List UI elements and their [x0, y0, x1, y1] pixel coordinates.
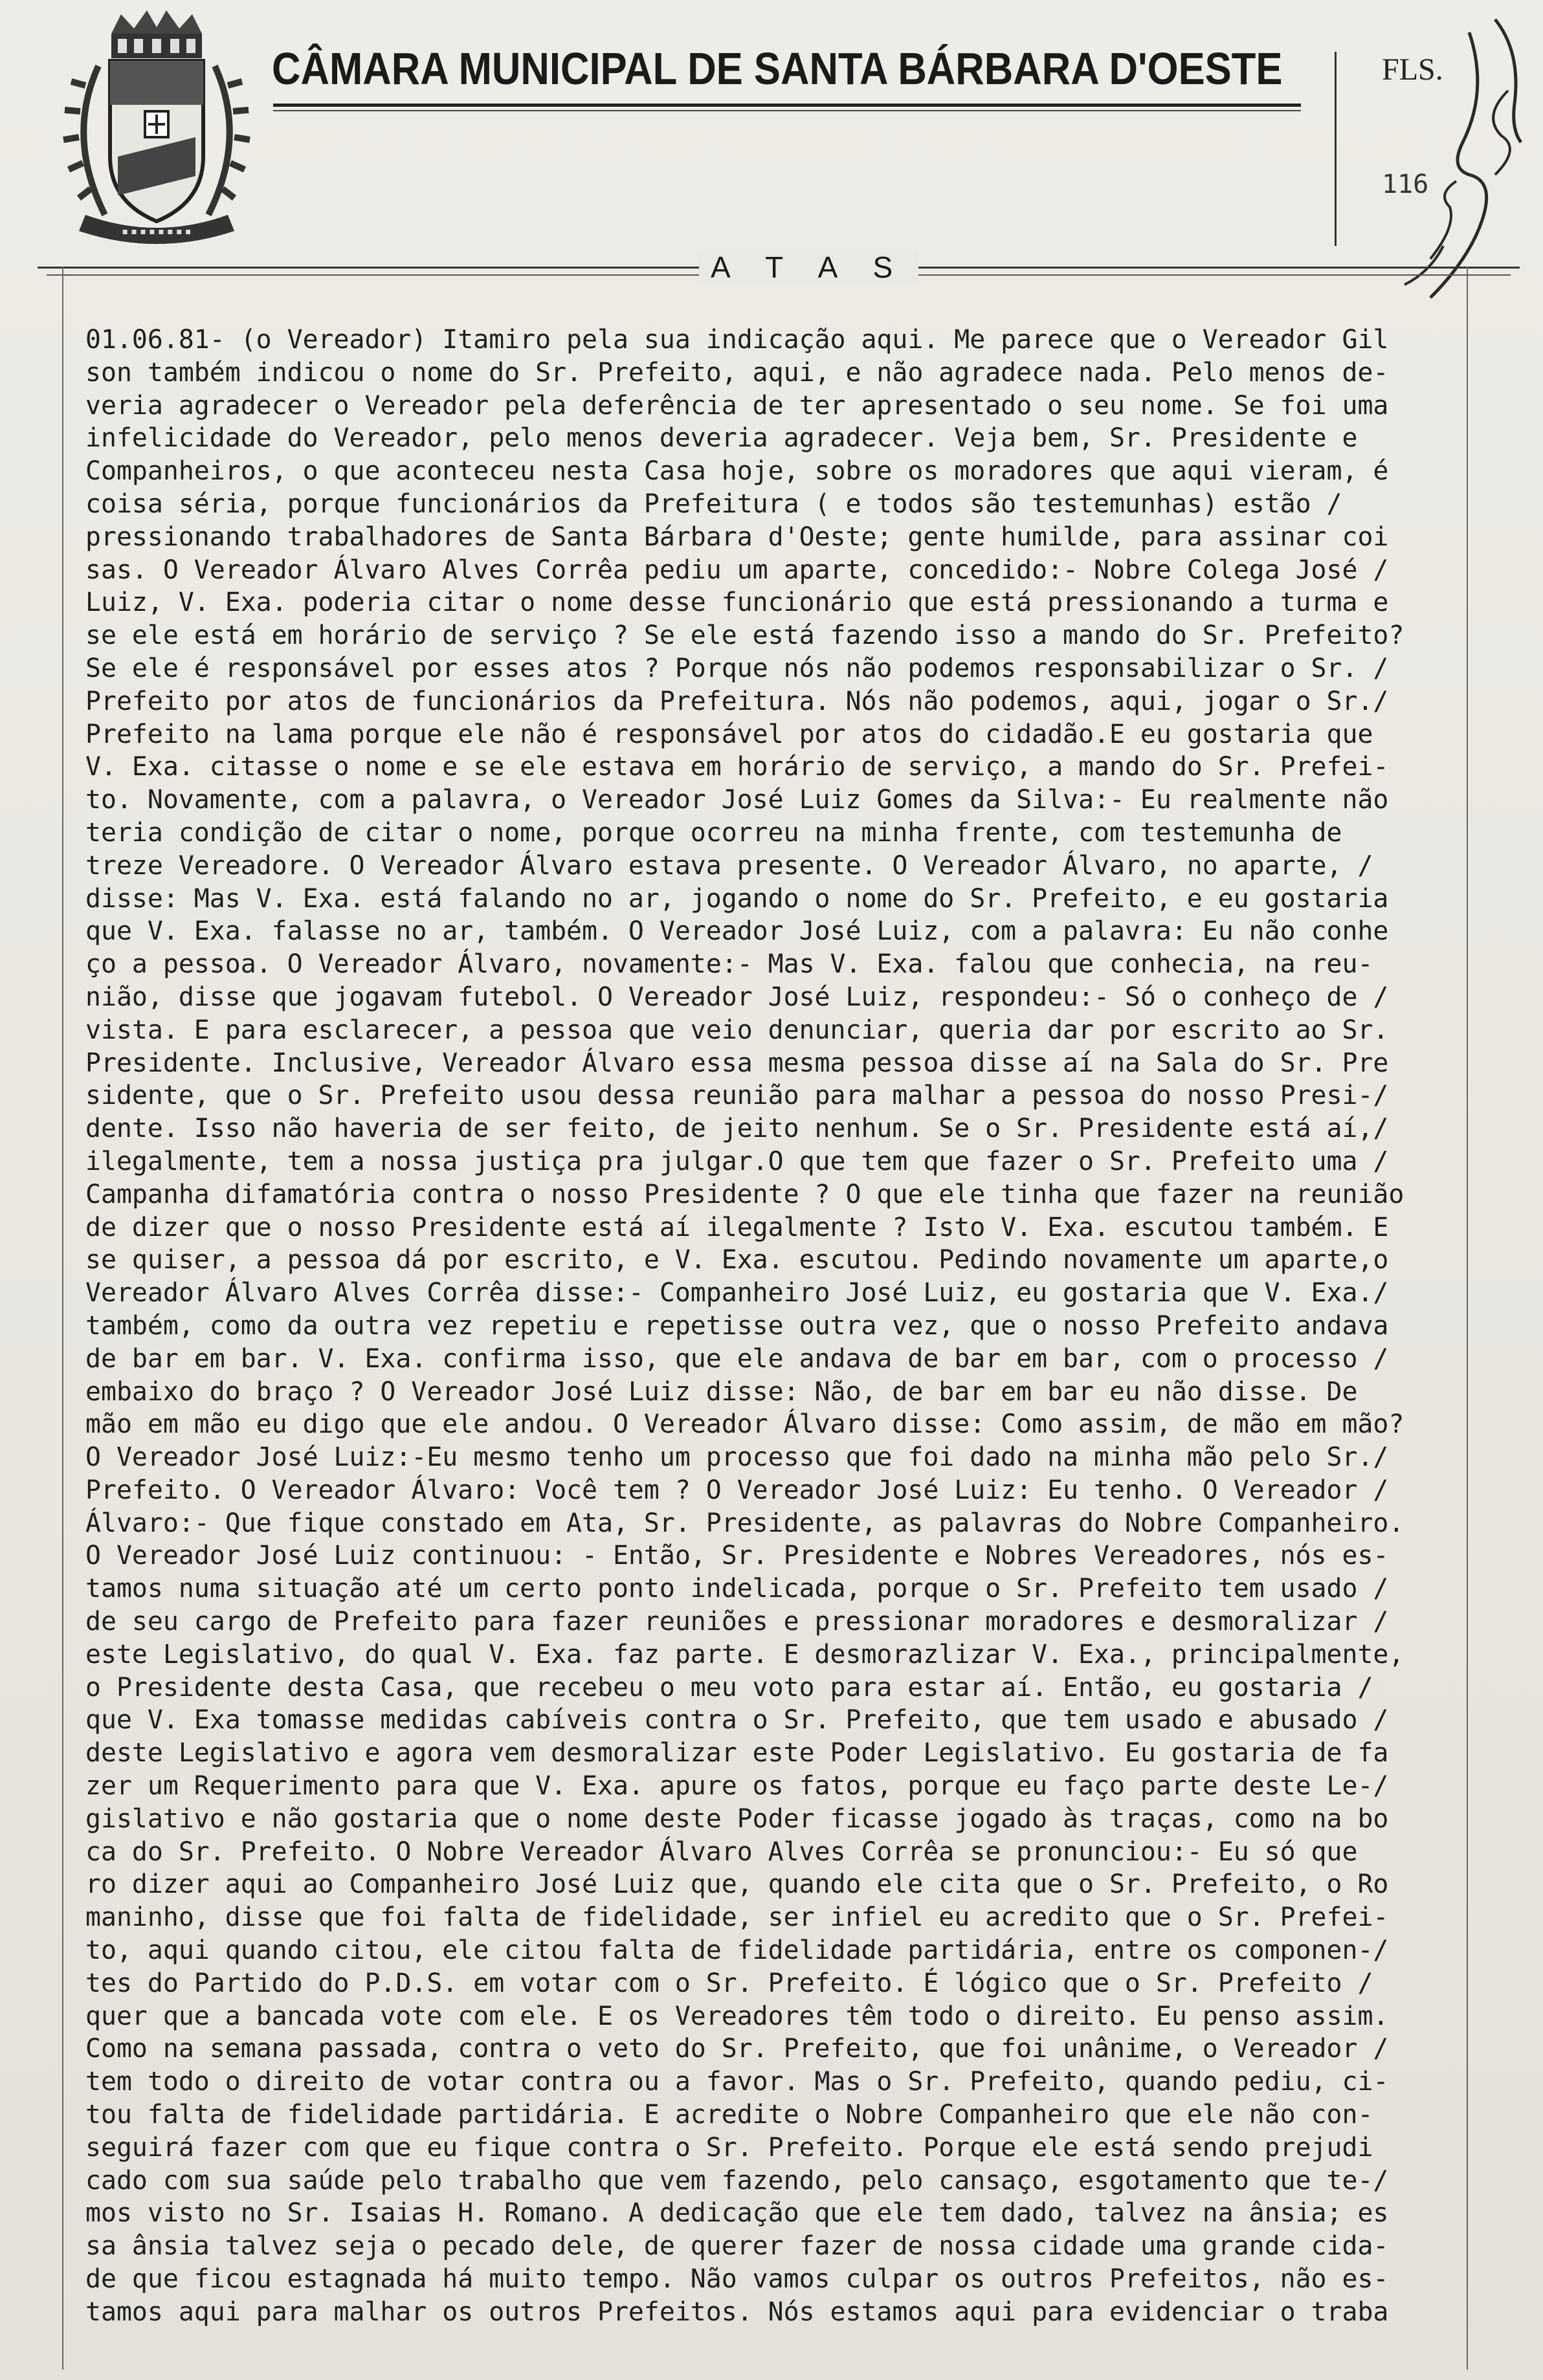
- minutes-line: ilegalmente, tem a nossa justiça pra julgar.O que tem que fazer o Sr. Prefeito uma /: [85, 1146, 1389, 1176]
- minutes-line: se quiser, a pessoa dá por escrito, e V. Exa. escutou. Pedindo novamente um aparte,o: [85, 1245, 1389, 1275]
- minutes-line: to, aqui quando citou, ele citou falta de fidelidade partidária, entre os componen-/: [85, 1935, 1389, 1966]
- minutes-line: tem todo o direito de votar contra ou a favor. Mas o Sr. Prefeito, quando pediu, ci-: [85, 2067, 1389, 2097]
- minutes-line: quer que a bancada vote com ele. E os Vereadores têm todo o direito. Eu penso assim.: [85, 2001, 1389, 2031]
- minutes-line: Se ele é responsável por esses atos ? Porque nós não podemos responsabilizar o Sr. /: [85, 653, 1389, 683]
- minutes-line: ca do Sr. Prefeito. O Nobre Vereador Álvaro Alves Corrêa se pronunciou:- Eu só que: [85, 1836, 1358, 1867]
- minutes-line: pressionando trabalhadores de Santa Bárbara d'Oeste; gente humilde, para assinar coi: [85, 522, 1389, 552]
- minutes-line: Vereador Álvaro Alves Corrêa disse:- Companheiro José Luiz, eu gostaria que V. Exa./: [85, 1278, 1389, 1308]
- folio-number: 116: [1382, 170, 1429, 199]
- minutes-line: de seu cargo de Prefeito para fazer reuniões e pressionar moradores e desmoralizar /: [85, 1607, 1389, 1637]
- minutes-line: tamos aqui para malhar os outros Prefeitos. Nós estamos aqui para evidenciar o traba: [85, 2297, 1389, 2327]
- handwritten-signature-icon: [1392, 13, 1540, 317]
- minutes-line: Prefeito na lama porque ele não é responsável por atos do cidadão.E eu gostaria que: [85, 719, 1373, 749]
- minutes-line: Luiz, V. Exa. poderia citar o nome desse funcionário que está pressionando a turma e: [85, 588, 1389, 618]
- header-rule: [273, 104, 1301, 107]
- minutes-line: ço a pessoa. O Vereador Álvaro, novamente:- Mas V. Exa. falou que conhecia, na reu-: [85, 949, 1373, 980]
- minutes-line: Como na semana passada, contra o veto do Sr. Prefeito, que foi unânime, o Vereador /: [85, 2034, 1389, 2064]
- minutes-line: embaixo do braço ? O Vereador José Luiz disse: Não, de bar em bar eu não disse. De: [85, 1376, 1358, 1407]
- minutes-line: dente. Isso não haveria de ser feito, de jeito nenhum. Se o Sr. Presidente está aí,/: [85, 1114, 1389, 1144]
- minutes-line: mos visto no Sr. Isaias H. Romano. A dedicação que ele tem dado, talvez na ânsia; es: [85, 2198, 1389, 2229]
- minutes-line: treze Vereadore. O Vereador Álvaro estava presente. O Vereador Álvaro, no aparte, /: [85, 850, 1373, 881]
- minutes-line: se ele está em horário de serviço ? Se ele está fazendo isso a mando do Sr. Prefeito?: [85, 621, 1404, 651]
- minutes-line: deste Legislativo e agora vem desmoralizar este Poder Legislativo. Eu gostaria de fa: [85, 1738, 1389, 1768]
- minutes-line: Campanha difamatória contra o nosso Presidente ? O que ele tinha que fazer na reunião: [85, 1179, 1404, 1209]
- section-title: A T A S: [699, 250, 918, 285]
- minutes-line: de que ficou estagnada há muito tempo. Não vamos culpar os outros Prefeitos, não es-: [85, 2264, 1389, 2295]
- minutes-line: teria condição de citar o nome, porque ocorreu na minha frente, com testemunha de: [85, 817, 1342, 848]
- minutes-line: V. Exa. citasse o nome e se ele estava em horário de serviço, a mando do Sr. Prefei-: [85, 752, 1389, 782]
- minutes-line: Prefeito por atos de funcionários da Prefeitura. Nós não podemos, aqui, jogar o Sr./: [85, 686, 1389, 716]
- minutes-line: maninho, disse que foi falta de fidelidade, ser infiel eu acredito que o Sr. Prefei-: [85, 1902, 1389, 1933]
- frame-left-rule: [62, 267, 63, 2370]
- svg-text:▪ ▪ ▪ ▪ ▪ ▪ ▪ ▪: ▪ ▪ ▪ ▪ ▪ ▪ ▪ ▪: [122, 226, 192, 237]
- minutes-line: mão em mão eu digo que ele andou. O Vereador Álvaro disse: Como assim, de mão em mão?: [85, 1409, 1404, 1440]
- minutes-line: coisa séria, porque funcionários da Prefeitura ( e todos são testemunhas) estão /: [85, 489, 1342, 519]
- minutes-line: Prefeito. O Vereador Álvaro: Você tem ? O Vereador José Luiz: Eu tenho. O Vereador /: [85, 1475, 1389, 1505]
- minutes-line: tou falta de fidelidade partidária. E acredite o Nobre Companheiro que ele não con-: [85, 2100, 1373, 2130]
- minutes-line: também, como da outra vez repetiu e repetisse outra vez, que o nosso Prefeito andava: [85, 1310, 1389, 1341]
- minutes-line: tes do Partido do P.D.S. em votar com o Sr. Prefeito. É lógico que o Sr. Prefeito /: [85, 1968, 1373, 1998]
- minutes-line: zer um Requerimento para que V. Exa. apure os fatos, porque eu faço parte deste Le-/: [85, 1771, 1389, 1802]
- folio-divider: [1335, 52, 1337, 246]
- minutes-line: infelicidade do Vereador, pelo menos deveria agradecer. Veja bem, Sr. Presidente e: [85, 423, 1358, 454]
- minutes-line: cado com sua saúde pelo trabalho que vem fazendo, pelo cansaço, esgotamento que te-/: [85, 2165, 1389, 2196]
- minutes-line: vista. E para esclarecer, a pessoa que veio denunciar, queria dar por escrito ao Sr.: [85, 1015, 1389, 1045]
- minutes-line: ro dizer aqui ao Companheiro José Luiz que, quando ele cita que o Sr. Prefeito, o Ro: [85, 1869, 1389, 1900]
- header-rule-thin: [273, 110, 1301, 111]
- minutes-line: sas. O Vereador Álvaro Alves Corrêa pediu um aparte, concedido:- Nobre Colega José /: [85, 555, 1389, 585]
- minutes-line: disse: Mas V. Exa. está falando no ar, jogando o nome do Sr. Prefeito, e eu gostaria: [85, 883, 1389, 914]
- minutes-line: gislativo e não gostaria que o nome deste Poder ficasse jogado às traças, como na bo: [85, 1803, 1389, 1834]
- minutes-line: Álvaro:- Que fique constado em Ata, Sr. Presidente, as palavras do Nobre Companheiro.: [85, 1508, 1404, 1538]
- minutes-line: que V. Exa. falasse no ar, também. O Vereador José Luiz, com a palavra: Eu não conhe: [85, 916, 1389, 947]
- minutes-line: de dizer que o nosso Presidente está aí ilegalmente ? Isto V. Exa. escutou também. E: [85, 1212, 1389, 1242]
- minutes-line: Companheiros, o que aconteceu nesta Casa hoje, sobre os moradores que aqui vieram, é: [85, 456, 1389, 487]
- institution-title: CÂMARA MUNICIPAL DE SANTA BÁRBARA D'OESTE: [272, 43, 1283, 94]
- folio-label: FLS.: [1382, 52, 1443, 87]
- minutes-line: veria agradecer o Vereador pela deferência de ter apresentado o seu nome. Se foi uma: [85, 390, 1389, 421]
- minutes-line: de bar em bar. V. Exa. confirma isso, que ele andava de bar em bar, com o processo /: [85, 1343, 1389, 1374]
- minutes-line: to. Novamente, com a palavra, o Vereador José Luiz Gomes da Silva:- Eu realmente não: [85, 785, 1389, 815]
- minutes-line: este Legislativo, do qual V. Exa. faz parte. E desmorazlizar V. Exa., principalmente,: [85, 1639, 1404, 1669]
- minutes-line: sa ânsia talvez seja o pecado dele, de querer fazer de nossa cidade uma grande cida-: [85, 2231, 1389, 2262]
- minutes-line: que V. Exa tomasse medidas cabíveis contra o Sr. Prefeito, que tem usado e abusado /: [85, 1705, 1389, 1735]
- minutes-line: O Vereador José Luiz continuou: - Então, Sr. Presidente e Nobres Vereadores, nós es-: [85, 1541, 1389, 1571]
- minutes-line: son também indicou o nome do Sr. Prefeito, aqui, e não agradece nada. Pelo menos de-: [85, 357, 1389, 388]
- minutes-line: 01.06.81- (o Vereador) Itamiro pela sua indicação aqui. Me parece que o Vereador Gil: [85, 325, 1389, 355]
- minutes-body: [85, 324, 1464, 2329]
- municipal-coat-of-arms-icon: [60, 8, 254, 247]
- minutes-line: Presidente. Inclusive, Vereador Álvaro essa mesma pessoa disse aí na Sala do Sr. Pre: [85, 1048, 1389, 1078]
- minutes-line: nião, disse que jogavam futebol. O Vereador José Luiz, respondeu:- Só o conheço de /: [85, 982, 1389, 1012]
- minutes-line: seguirá fazer com que eu fique contra o Sr. Prefeito. Porque ele está sendo prejudi: [85, 2132, 1373, 2163]
- frame-right-rule: [1467, 267, 1468, 2370]
- minutes-line: tamos numa situação até um certo ponto indelicada, porque o Sr. Prefeito tem usado /: [85, 1574, 1389, 1604]
- minutes-line: o Presidente desta Casa, que recebeu o meu voto para estar aí. Então, eu gostaria /: [85, 1672, 1373, 1702]
- minutes-line: sidente, que o Sr. Prefeito usou dessa reunião para malhar a pessoa do nosso Presi-/: [85, 1081, 1389, 1111]
- minutes-line: O Vereador José Luiz:-Eu mesmo tenho um processo que foi dado na minha mão pelo Sr./: [85, 1442, 1389, 1473]
